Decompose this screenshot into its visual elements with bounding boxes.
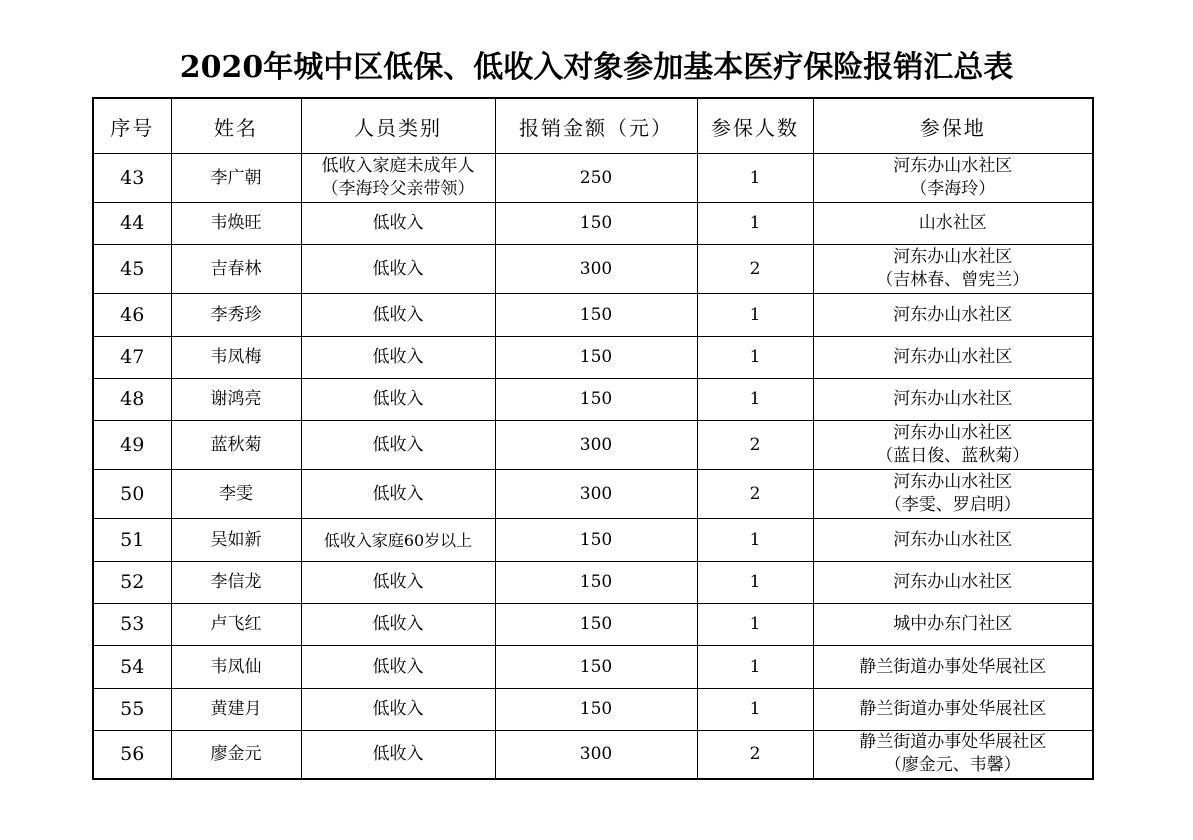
cell-location [813,470,1093,519]
cell-name: 韦凤梅 [171,337,301,379]
cell-amount: 150 [495,519,697,562]
cell-count: 1 [697,646,813,689]
cell-name: 李秀珍 [171,294,301,337]
location-line2: （吉林春、曾宪兰） [876,270,1030,290]
cell-seq: 55 [93,689,171,731]
cell-location [813,245,1093,294]
cell-name: 卢飞红 [171,604,301,646]
cell-amount: 250 [495,154,697,203]
cell-count: 2 [697,731,813,779]
cell-count: 1 [697,154,813,203]
location-line2: （蓝日俊、蓝秋菊） [876,446,1030,466]
cell-seq: 51 [93,519,171,562]
table-header-row [93,98,1093,154]
cell-count: 1 [697,203,813,245]
cell-category: 低收入 [301,646,495,689]
table-row [93,337,1093,379]
cell-seq: 43 [93,154,171,203]
cell-seq: 45 [93,245,171,294]
cell-location: 河东办山水社区 [813,337,1093,379]
cell-count: 1 [697,562,813,604]
cell-amount: 150 [495,294,697,337]
location-line1: 河东办山水社区 [893,247,1013,267]
cell-name: 韦凤仙 [171,646,301,689]
cell-location: 山水社区 [813,203,1093,245]
cell-location [813,731,1093,779]
cell-name: 李广朝 [171,154,301,203]
cell-category: 低收入 [301,562,495,604]
cell-category: 低收入 [301,731,495,779]
cell-category: 低收入 [301,689,495,731]
cell-seq: 44 [93,203,171,245]
cell-location: 河东办山水社区 [813,562,1093,604]
table-row [93,689,1093,731]
cell-count: 1 [697,337,813,379]
cell-seq: 54 [93,646,171,689]
table-row [93,203,1093,245]
header-name: 姓名 [171,98,301,154]
cell-amount: 300 [495,245,697,294]
cell-seq: 53 [93,604,171,646]
cell-location: 河东办山水社区 [813,294,1093,337]
location-line1: 河东办山水社区 [893,423,1013,443]
location-line1: 河东办山水社区 [893,472,1013,492]
cell-location: 城中办东门社区 [813,604,1093,646]
cell-count: 1 [697,689,813,731]
cell-category: 低收入 [301,604,495,646]
table-row [93,562,1093,604]
cell-category: 低收入 [301,470,495,519]
cell-name: 蓝秋菊 [171,421,301,470]
cell-count: 2 [697,421,813,470]
cell-amount: 150 [495,203,697,245]
table-row [93,421,1093,470]
cell-location: 静兰街道办事处华展社区 [813,689,1093,731]
cell-name: 吉春林 [171,245,301,294]
cell-amount: 150 [495,604,697,646]
table-row [93,294,1093,337]
location-line2: （廖金元、韦馨） [884,755,1021,776]
cell-amount: 150 [495,689,697,731]
cell-seq: 50 [93,470,171,519]
cell-category: 低收入 [301,203,495,245]
cell-category: 低收入家庭60岁以上 [301,519,495,562]
table-row [93,731,1093,779]
cell-category [301,154,495,203]
location-line1: 河东办山水社区 [893,156,1013,176]
header-category: 人员类别 [301,98,495,154]
cell-count: 1 [697,604,813,646]
table-row [93,519,1093,562]
header-seq: 序号 [93,98,171,154]
cell-amount: 300 [495,421,697,470]
cell-name: 谢鸿亮 [171,379,301,421]
table-row [93,646,1093,689]
cell-seq: 52 [93,562,171,604]
cell-location [813,154,1093,203]
cell-category: 低收入 [301,337,495,379]
cell-location: 河东办山水社区 [813,519,1093,562]
page-title: 2020年城中区低保、低收入对象参加基本医疗保险报销汇总表 [179,50,1014,85]
cell-name: 黄建月 [171,689,301,731]
cell-name: 李雯 [171,470,301,519]
cell-seq: 46 [93,294,171,337]
cell-count: 2 [697,245,813,294]
cell-seq: 47 [93,337,171,379]
location-line2: （李雯、罗启明） [884,495,1021,515]
table-row [93,379,1093,421]
cell-amount: 300 [495,731,697,779]
cell-amount: 300 [495,470,697,519]
header-insured-count: 参保人数 [697,98,813,154]
header-location: 参保地 [813,98,1093,154]
cell-name: 廖金元 [171,731,301,779]
table-row [93,604,1093,646]
cell-category: 低收入 [301,421,495,470]
cell-name: 李信龙 [171,562,301,604]
table-row [93,470,1093,519]
table-row [93,245,1093,294]
cell-amount: 150 [495,646,697,689]
cell-amount: 150 [495,379,697,421]
cell-count: 1 [697,294,813,337]
cell-name: 韦焕旺 [171,203,301,245]
cell-name: 吴如新 [171,519,301,562]
cell-category: 低收入 [301,294,495,337]
cell-seq: 56 [93,731,171,779]
report-table [92,97,1094,780]
cell-count: 1 [697,379,813,421]
cell-seq: 49 [93,421,171,470]
cell-location [813,421,1093,470]
cell-location: 河东办山水社区 [813,379,1093,421]
cell-seq: 48 [93,379,171,421]
header-amount: 报销金额（元） [495,98,697,154]
location-line1: 静兰街道办事处华展社区 [859,732,1047,753]
location-line2: （李海玲） [910,179,996,199]
table-row [93,154,1093,203]
cell-amount: 150 [495,562,697,604]
cell-location: 静兰街道办事处华展社区 [813,646,1093,689]
cell-category: 低收入 [301,245,495,294]
cell-amount: 150 [495,337,697,379]
category-line1: 低收入家庭未成年人 [321,156,475,176]
cell-category: 低收入 [301,379,495,421]
category-line2: （李海玲父亲带领） [321,179,475,199]
cell-count: 2 [697,470,813,519]
cell-count: 1 [697,519,813,562]
